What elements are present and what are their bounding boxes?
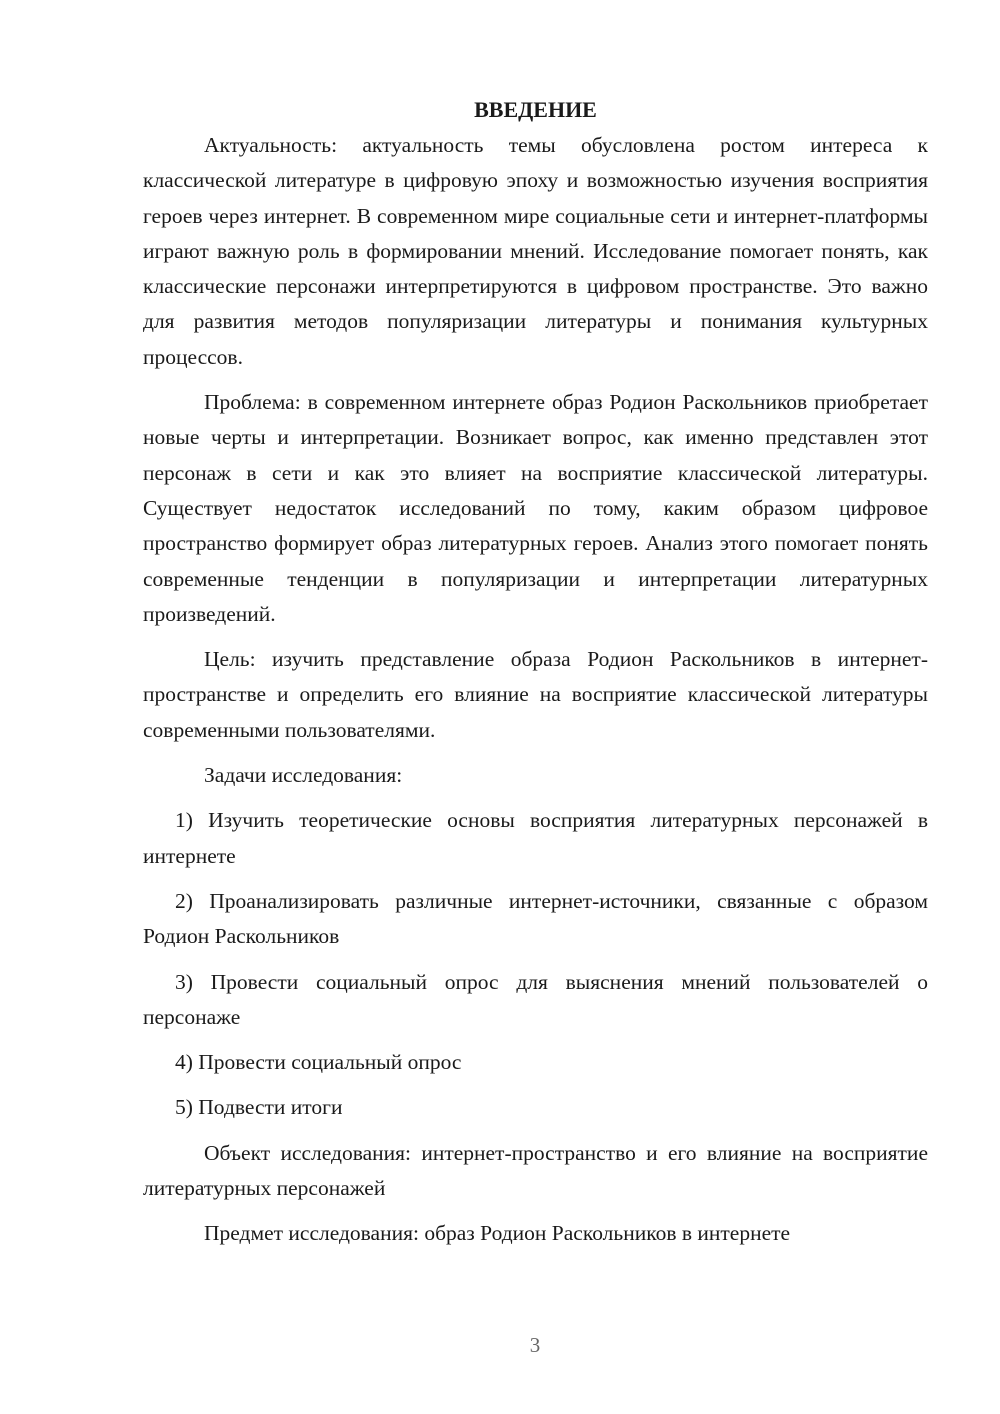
task-item: 5) Подвести итоги [175,1095,343,1120]
task-item: 3) Провести социальный опрос для выяснения мнений пользователей о персонаже [143,969,928,1029]
problem-paragraph: Проблема: в современном интернете образ Родион Раскольников приобретает новые черты и интерпретации. Возникает вопрос, как именно представлен этот персонаж в сети и как это влияет на восприятие классической литературы. Существует недостаток исследований по тому, каким образом цифровое пространство формирует образ литературных героев. Анализ этого помогает понять современные тенденции в популяризации и интерпретации литературных произведений. [143,390,928,626]
tasks-title: Задачи исследования: [204,763,403,788]
task-item: 1) Изучить теоретические основы восприятия литературных персонажей в интернете [143,808,928,868]
page-number: 3 [529,1333,541,1357]
object-paragraph: Объект исследования: интернет-пространство и его влияние на восприятие литературных персонажей [143,1140,928,1201]
goal-paragraph: Цель: изучить представление образа Родион Раскольников в интернет-пространстве и определить его влияние на восприятие классической литературы современными пользователями. [143,647,928,742]
relevance-paragraph: Актуальность: актуальность темы обусловлена ростом интереса к классической литературе в цифровую эпоху и возможностью изучения восприятия героев через интернет. В современном мире социальные сети и интернет-платформы играют важную роль в формировании мнений. Исследование помогает понять, как классические персонажи интерпретируются в цифровом пространстве. Это важно для развития методов популяризации литературы и понимания культурных процессов. [143,133,928,369]
subject-paragraph: Предмет исследования: образ Родион Раскольников в интернете [204,1221,791,1246]
section-heading: ВВЕДЕНИЕ [474,97,597,122]
task-item: 4) Провести социальный опрос [175,1050,462,1075]
task-item: 2) Проанализировать различные интернет-источники, связанные с образом Родион Раскольников [143,888,928,949]
document-page [143,94,928,1252]
